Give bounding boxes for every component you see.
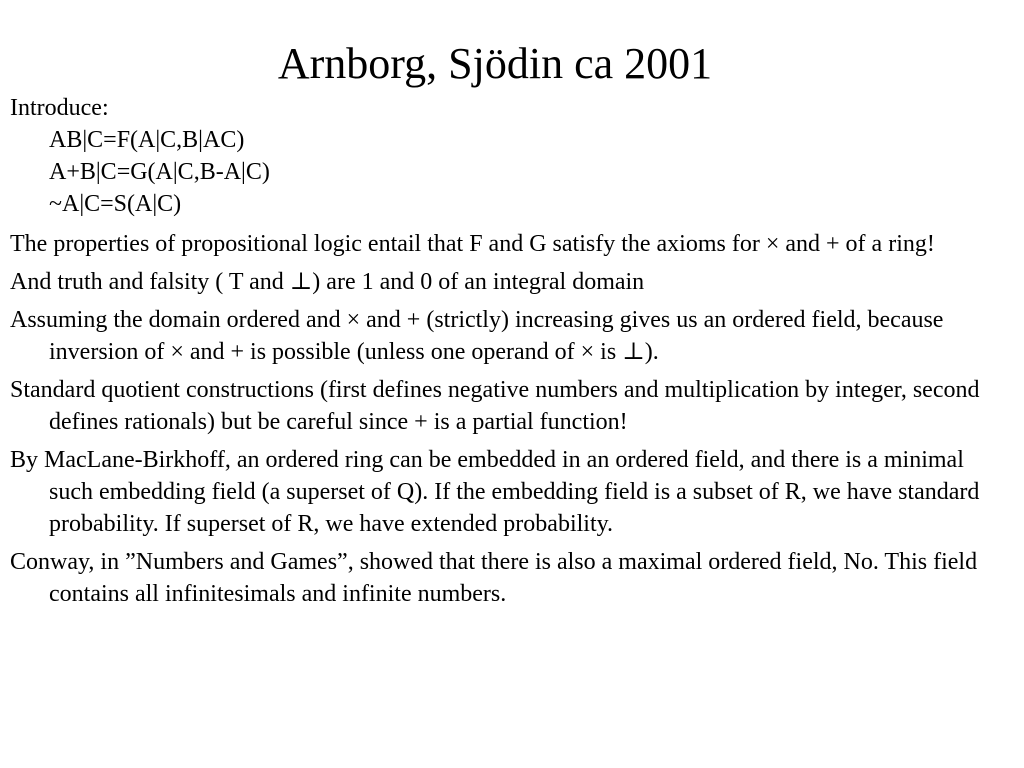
formula-sum: A+B|C=G(A|C,B-A|C): [49, 159, 270, 185]
paragraph-integral-domain: And truth and falsity ( T and ⊥) are 1 and 0 of an integral domain: [10, 269, 645, 295]
paragraph-maclane-birkhoff: By MacLane-Birkhoff, an ordered ring can be embedded in an ordered field, and there is a minimal such embedding field (a superset of Q). If the embedding field is a subset of R, we have standard probability. If superset of R, we have extended probability.: [10, 447, 980, 537]
formula-product: AB|C=F(A|C,B|AC): [49, 127, 245, 153]
slide-title: Arnborg, Sjödin ca 2001: [277, 39, 713, 88]
introduce-label: Introduce:: [10, 95, 109, 121]
formula-negation: ~A|C=S(A|C): [49, 191, 182, 217]
paragraph-conway: Conway, in ”Numbers and Games”, showed that there is also a maximal ordered field, No. This field contains all infinitesimals and infinite numbers.: [10, 549, 978, 607]
slide-body: [10, 92, 1010, 616]
paragraph-ring-axioms: The properties of propositional logic entail that F and G satisfy the axioms for × and + of a ring!: [10, 231, 935, 257]
introduce-block: [10, 92, 1010, 220]
paragraph-ordered-field: Assuming the domain ordered and × and + (strictly) increasing gives us an ordered field, because inversion of × and + is possible (unless one operand of × is ⊥).: [10, 307, 944, 365]
paragraph-quotient-constructions: Standard quotient constructions (first defines negative numbers and multiplication by integer, second defines rationals) but be careful since + is a partial function!: [10, 377, 980, 435]
